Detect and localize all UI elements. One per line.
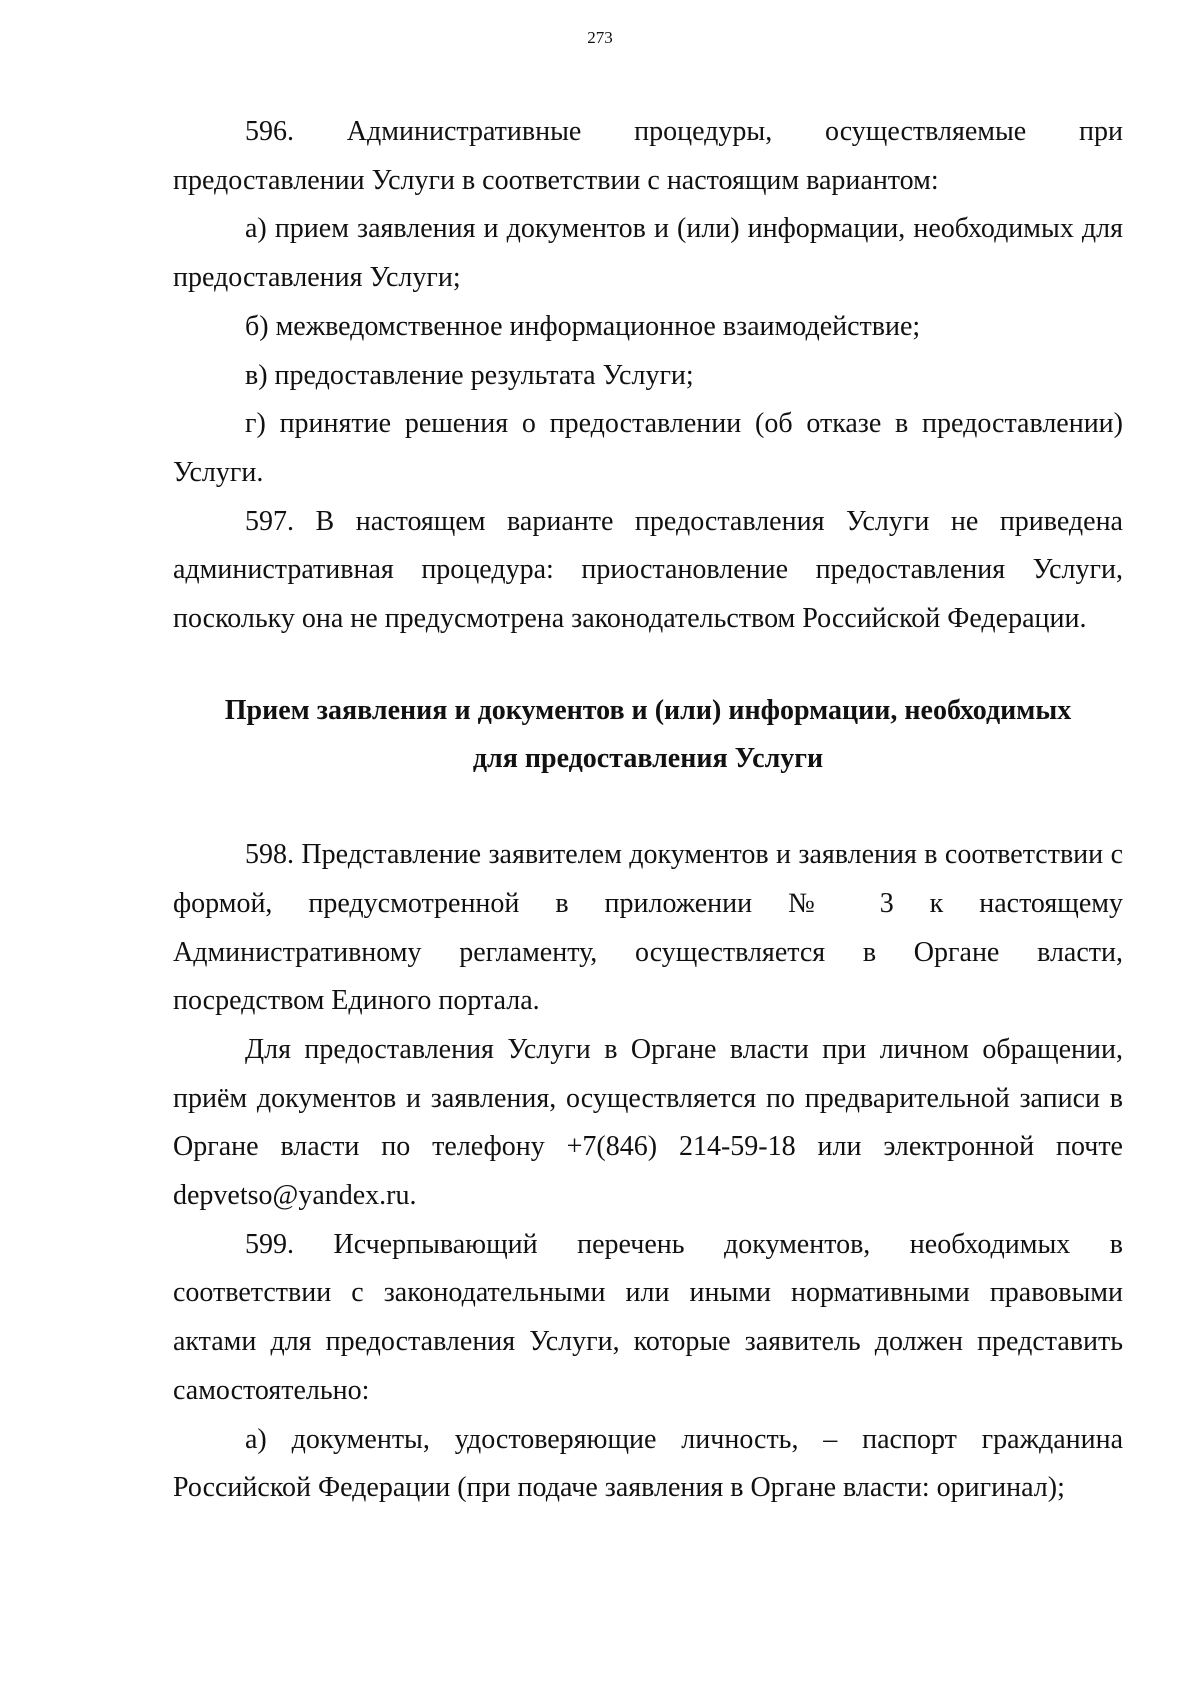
document-body <box>173 108 1123 1513</box>
paragraph-597: 597. В настоящем варианте предоставления Услуги не приведена административная процедура: приостановление предоставления Услуги, поскольку она не предусмотрена законодательством Российской Федерации. <box>173 505 1123 635</box>
section-heading-line-1: Прием заявления и документов и (или) информации, необходимых <box>224 694 1072 726</box>
paragraph-596: 596. Административные процедуры, осуществляемые при предоставлении Услуги в соответствии с настоящим вариантом: <box>173 116 1123 196</box>
list-item-599-a: а) документы, удостоверяющие личность, – паспорт гражданина Российской Федерации (при подаче заявления в Органе власти: оригинал); <box>173 1423 1123 1504</box>
list-item-596-v: в) предоставление результата Услуги; <box>245 359 694 391</box>
section-heading-line-2: для предоставления Услуги <box>472 743 824 775</box>
page-number: 273 <box>587 28 613 47</box>
section-heading <box>173 687 1123 784</box>
paragraph-598-appointment: Для предоставления Услуги в Органе власти при личном обращении, приём документов и заявления, осуществляется по предварительной записи в Органе власти по телефону +7(846) 214-59-18 или электронной почте depvetso@yandex.ru. <box>173 1033 1123 1212</box>
list-item-596-g: г) принятие решения о предоставлении (об отказе в предоставлении) Услуги. <box>173 408 1123 488</box>
paragraph-598: 598. Представление заявителем документов и заявления в соответствии с формой, предусмотренной в приложении № 3 к настоящему Административному регламенту, осуществляется в Органе власти, посредством Единого портала. <box>173 839 1123 1017</box>
list-item-596-b: б) межведомственное информационное взаимодействие; <box>245 310 921 342</box>
paragraph-599: 599. Исчерпывающий перечень документов, необходимых в соответствии с законодательными или иными нормативными правовыми актами для предоставления Услуги, которые заявитель должен представить самостоятельно: <box>173 1228 1123 1406</box>
list-item-596-a: а) прием заявления и документов и (или) информации, необходимых для предоставления Услуги; <box>173 213 1123 294</box>
